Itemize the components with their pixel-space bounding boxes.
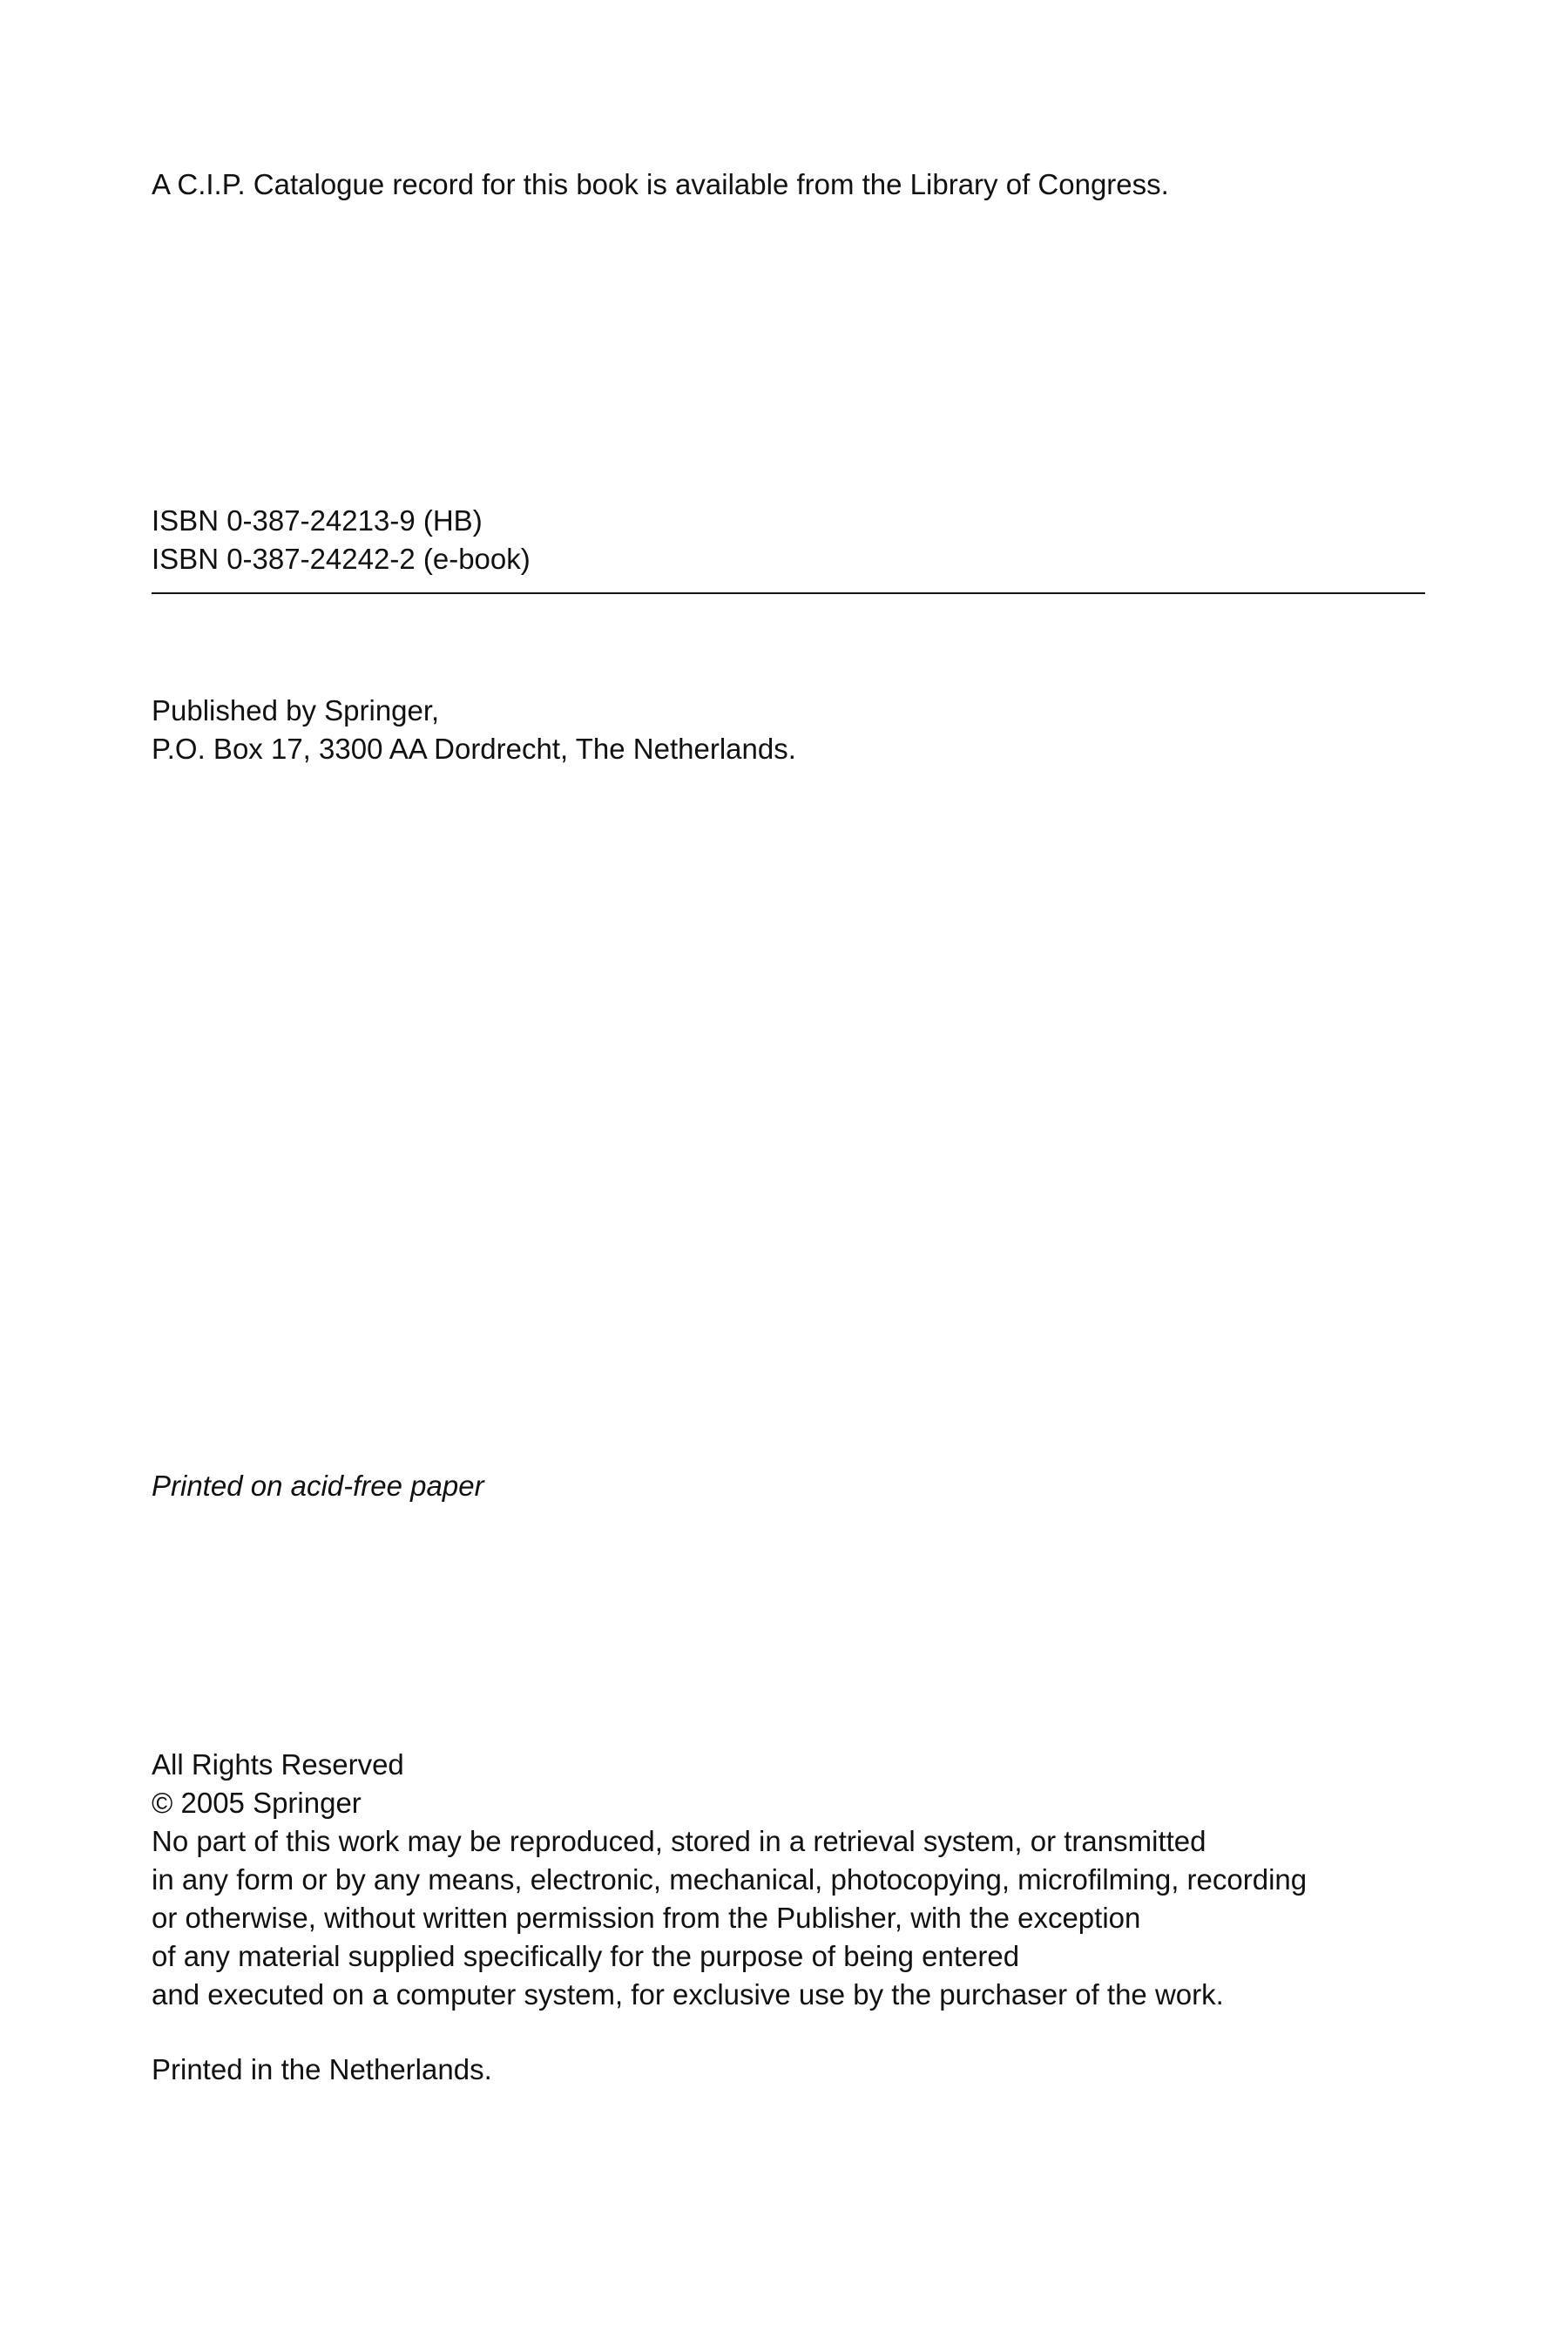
rights-body-line: of any material supplied specifically for the purpose of being entered <box>152 1940 1020 1972</box>
printed-in-note: Printed in the Netherlands. <box>152 2053 492 2085</box>
publisher-name: Published by Springer, <box>152 694 440 727</box>
rights-body-line: and executed on a computer system, for exclusive use by the purchaser of the work. <box>152 1978 1224 2011</box>
rights-body-line: in any form or by any means, electronic, mechanical, photocopying, microfilming, recording <box>152 1863 1308 1896</box>
copyright-line: © 2005 Springer <box>152 1787 362 1819</box>
publisher-address: P.O. Box 17, 3300 AA Dordrecht, The Netherlands. <box>152 733 796 765</box>
rights-heading: All Rights Reserved <box>152 1748 404 1781</box>
isbn-hardback: ISBN 0-387-24213-9 (HB) <box>152 504 483 537</box>
cip-notice: A C.I.P. Catalogue record for this book is available from the Library of Congress. <box>152 168 1169 200</box>
isbn-ebook: ISBN 0-387-24242-2 (e-book) <box>152 543 531 575</box>
rights-body-line: or otherwise, without written permission from the Publisher, with the exception <box>152 1902 1141 1934</box>
acid-free-paper-note: Printed on acid-free paper <box>152 1470 484 1502</box>
divider-rule <box>152 592 1425 594</box>
rights-block <box>152 1746 1307 2014</box>
rights-body-line: No part of this work may be reproduced, stored in a retrieval system, or transmitted <box>152 1825 1206 1857</box>
